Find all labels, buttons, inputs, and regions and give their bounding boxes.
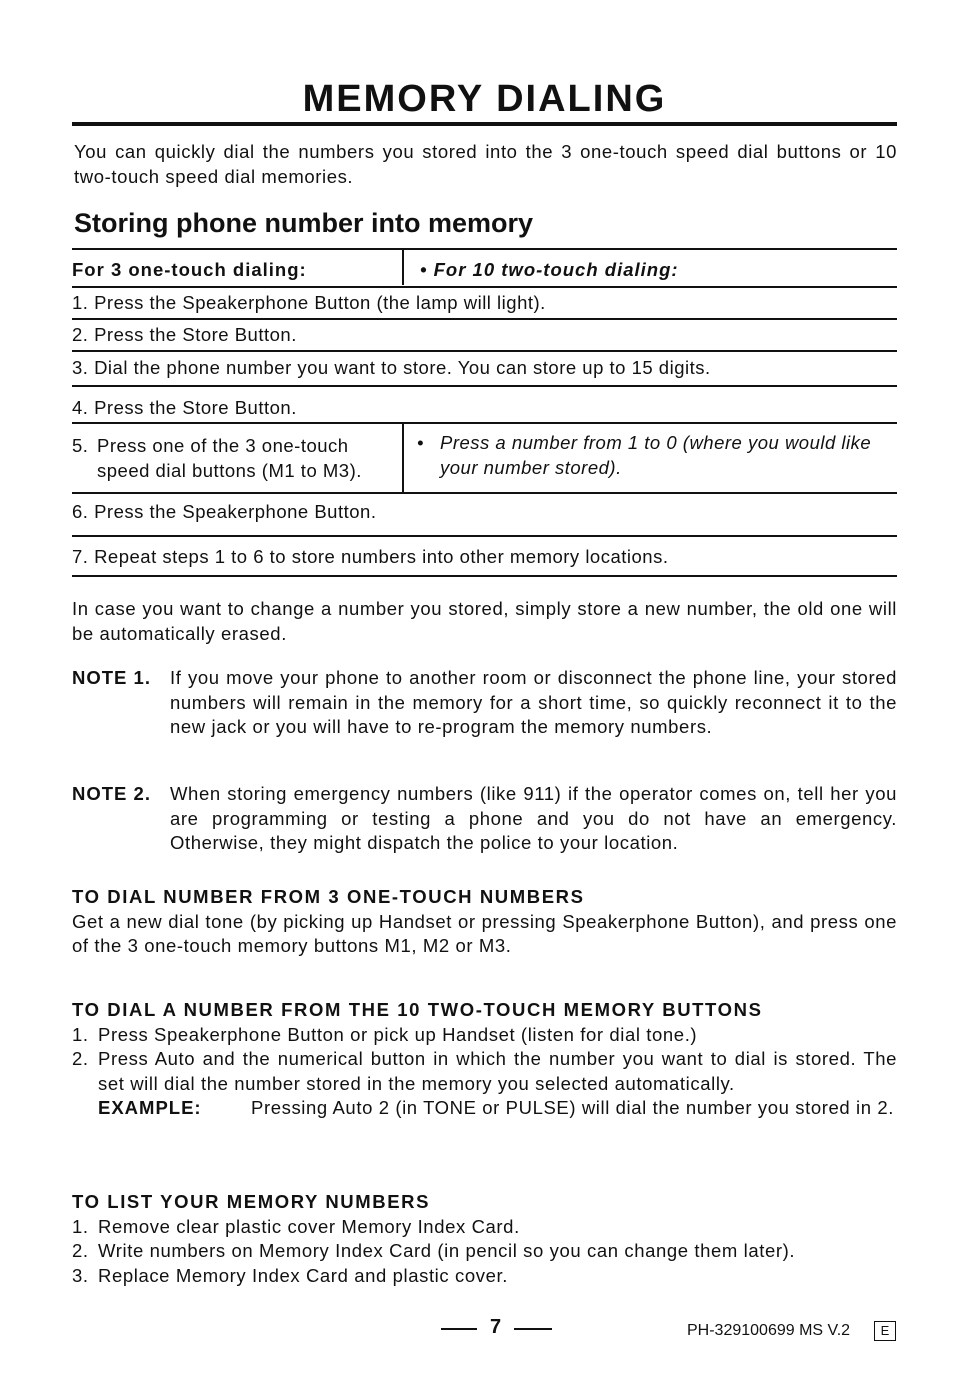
intro-paragraph: You can quickly dial the numbers you stored into the 3 one-touch speed dial buttons or 10 two-touch speed dial memories. — [74, 141, 897, 187]
storing-heading: Storing phone number into memory — [74, 208, 534, 238]
footer-rule-left — [441, 1328, 477, 1330]
two-touch-item-2-number: 2. — [72, 1048, 89, 1069]
list-memory-item-3-number: 3. — [72, 1264, 89, 1286]
table-row-step4 — [72, 385, 897, 422]
list-memory-item-1 — [72, 1215, 897, 1240]
list-memory-section — [72, 1190, 897, 1288]
table-bottom-rule — [72, 575, 897, 577]
step-2: 2. Press the Store Button. — [72, 324, 297, 345]
step-5-bullet: • — [417, 432, 424, 453]
title-divider — [72, 122, 897, 126]
one-touch-heading: TO DIAL NUMBER FROM 3 ONE-TOUCH NUMBERS — [72, 886, 585, 907]
note-1-text: If you move your phone to another room or disconnect the phone line, your stored numbers will remain in the memory for a short time, so quickly reconnect it to the new jack or you will have to re-program the memory numbers. — [170, 667, 897, 737]
list-memory-item-3 — [72, 1264, 897, 1289]
storing-steps-table — [72, 248, 897, 578]
list-memory-heading: TO LIST YOUR MEMORY NUMBERS — [72, 1191, 431, 1212]
step-5-one-touch — [72, 434, 392, 483]
step-5-two-touch-text: Press a number from 1 to 0 (where you would like your number stored). — [440, 432, 872, 478]
step-7: 7. Repeat steps 1 to 6 to store numbers into other memory locations. — [72, 546, 669, 567]
list-memory-item-2-text: Write numbers on Memory Index Card (in pencil so you can change them later). — [98, 1240, 796, 1261]
step-6: 6. Press the Speakerphone Button. — [72, 501, 377, 522]
header-two-touch: • For 10 two-touch dialing: — [420, 259, 679, 280]
table-divider-top — [402, 248, 404, 285]
table-header-row — [72, 248, 897, 286]
footer-rule-right — [514, 1328, 552, 1330]
one-touch-section — [72, 885, 897, 959]
two-touch-item-1-text: Press Speakerphone Button or pick up Handset (listen for dial tone.) — [98, 1023, 698, 1045]
table-row-step3 — [72, 350, 897, 385]
list-memory-item-3-text: Replace Memory Index Card and plastic cover. — [98, 1264, 508, 1286]
table-divider-step5 — [402, 424, 404, 492]
step-5-number: 5. — [72, 435, 89, 456]
example-text: Pressing Auto 2 (in TONE or PULSE) will dial the number you stored in 2. — [251, 1097, 895, 1118]
table-row-step5 — [72, 422, 897, 492]
page-number: 7 — [490, 1316, 502, 1338]
table-row-step2 — [72, 318, 897, 350]
table-row-step6 — [72, 492, 897, 535]
step-3: 3. Dial the phone number you want to store. You can store up to 15 digits. — [72, 357, 711, 378]
step-1: 1. Press the Speakerphone Button (the lamp will light). — [72, 292, 546, 313]
list-memory-item-1-text: Remove clear plastic cover Memory Index Card. — [98, 1215, 520, 1237]
two-touch-heading: TO DIAL A NUMBER FROM THE 10 TWO-TOUCH MEMORY BUTTONS — [72, 999, 763, 1020]
list-memory-item-2 — [72, 1239, 897, 1264]
example-label: EXAMPLE: — [98, 1097, 202, 1118]
language-box: E — [874, 1321, 896, 1341]
note-2-text: When storing emergency numbers (like 911) if the operator comes on, tell her you are programming or testing a phone and you do not have an emergency. Otherwise, they might dispatch the police to your location. — [170, 783, 897, 853]
page-title: MEMORY DIALING — [302, 78, 667, 120]
one-touch-text: Get a new dial tone (by picking up Handset or pressing Speakerphone Button), and press one of the 3 one-touch memory buttons M1, M2 or M3. — [72, 910, 897, 956]
note-2-label: NOTE 2. — [72, 783, 151, 804]
note-1-label: NOTE 1. — [72, 667, 151, 688]
step-4: 4. Press the Store Button. — [72, 397, 297, 418]
list-memory-item-2-number: 2. — [72, 1240, 89, 1261]
table-row-step1 — [72, 286, 897, 318]
two-touch-item-1 — [72, 1023, 897, 1048]
two-touch-section — [72, 998, 897, 1121]
two-touch-item-2 — [72, 1047, 897, 1096]
document-code: PH-329100699 MS V.2 — [687, 1322, 851, 1339]
step-5-two-touch — [417, 430, 895, 480]
table-row-step7 — [72, 535, 897, 578]
header-one-touch: For 3 one-touch dialing: — [72, 259, 307, 280]
two-touch-item-2-text: Press Auto and the numerical button in which the number you want to dial is stored. The set will dial the number stored in the memory you selected automatically. — [98, 1048, 897, 1094]
two-touch-item-1-number: 1. — [72, 1023, 89, 1045]
example-block — [98, 1096, 897, 1121]
change-number-paragraph: In case you want to change a number you stored, simply store a new number, the old one will be automatically erased. — [72, 598, 897, 644]
list-memory-item-1-number: 1. — [72, 1215, 89, 1237]
step-5-text: Press one of the 3 one-touch speed dial buttons (M1 to M3). — [97, 435, 362, 481]
